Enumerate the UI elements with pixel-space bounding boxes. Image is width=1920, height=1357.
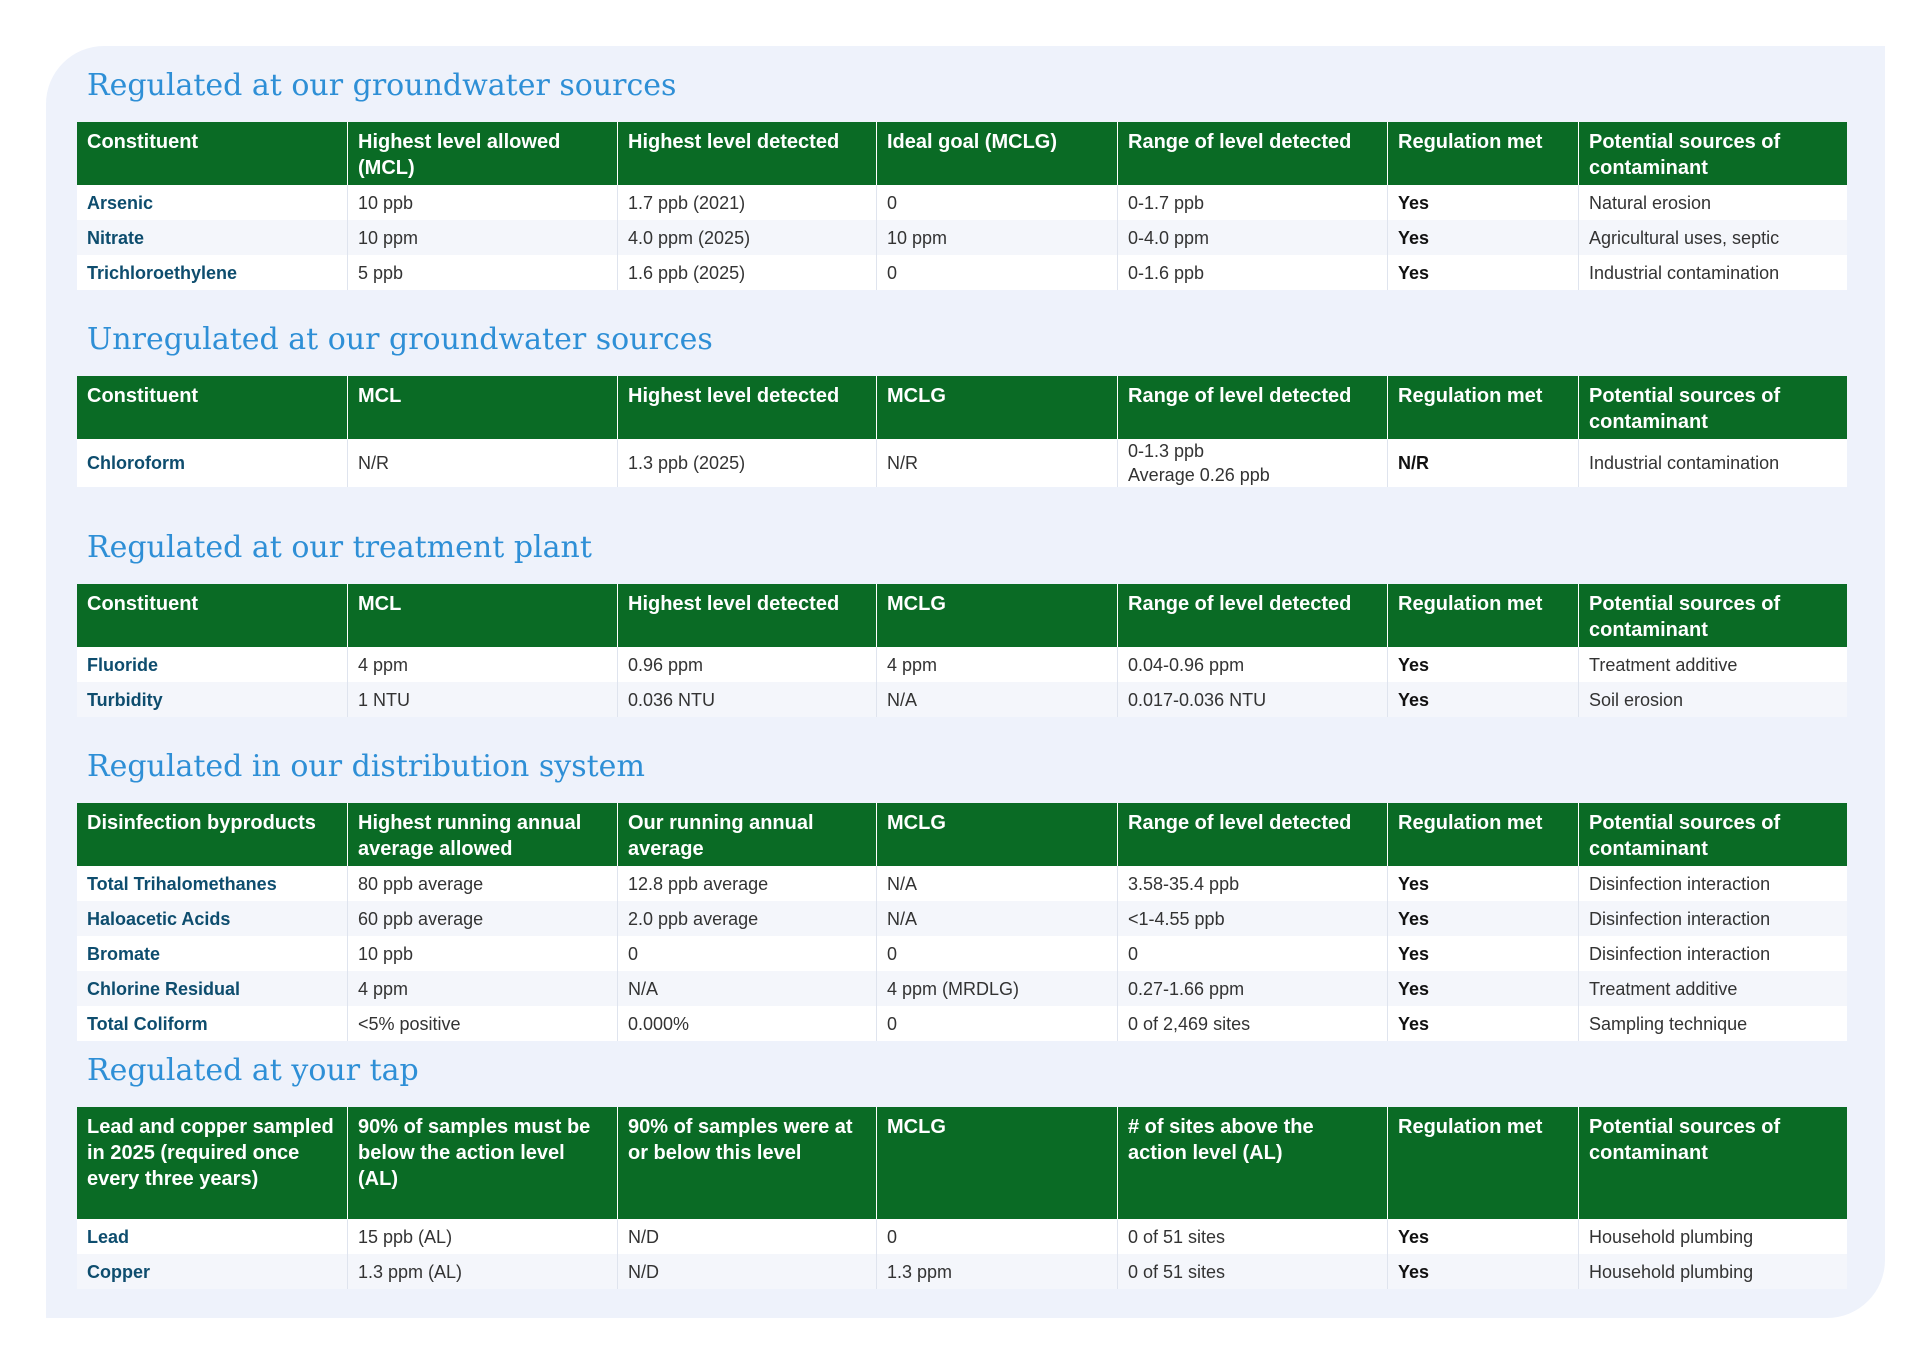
constituent-cell: Copper: [77, 1254, 347, 1289]
table-cell: 0: [876, 255, 1117, 290]
table-cell: 0: [876, 936, 1117, 971]
regulation-met-cell: Yes: [1387, 1219, 1578, 1254]
table-cell: 12.8 ppb average: [617, 866, 876, 901]
table-cell: Treatment additive: [1578, 647, 1847, 682]
regulation-met-cell: Yes: [1387, 866, 1578, 901]
table-cell: 1.7 ppb (2021): [617, 185, 876, 220]
column-header: Range of level detected: [1117, 584, 1387, 647]
table-cell: 0.036 NTU: [617, 682, 876, 717]
table-header-row: [77, 122, 1847, 185]
column-header: Highest level detected: [617, 584, 876, 647]
column-header: 90% of samples were at or below this level: [617, 1107, 876, 1219]
table-cell: 0.04-0.96 ppm: [1117, 647, 1387, 682]
column-header: 90% of samples must be below the action level (AL): [347, 1107, 617, 1219]
table-cell: 10 ppb: [347, 185, 617, 220]
regulation-met-cell: Yes: [1387, 220, 1578, 255]
table-cell: 80 ppb average: [347, 866, 617, 901]
table-cell: 0 of 2,469 sites: [1117, 1006, 1387, 1041]
regulation-met-cell: Yes: [1387, 971, 1578, 1006]
constituent-cell: Total Trihalomethanes: [77, 866, 347, 901]
column-header: Constituent: [77, 122, 347, 185]
table-cell: Sampling technique: [1578, 1006, 1847, 1041]
regulation-met-cell: Yes: [1387, 1254, 1578, 1289]
table-cell: 10 ppm: [876, 220, 1117, 255]
column-header: Potential sources of contaminant: [1578, 803, 1847, 866]
table-cell: 0.000%: [617, 1006, 876, 1041]
table-cell: 4 ppm: [876, 647, 1117, 682]
distribution-system-table: [77, 803, 1847, 1041]
table-cell: N/D: [617, 1254, 876, 1289]
section-title-regulated-groundwater: Regulated at our groundwater sources: [87, 68, 677, 103]
table-cell: Industrial contamination: [1578, 255, 1847, 290]
column-header: Our running annual average: [617, 803, 876, 866]
table-cell: Disinfection interaction: [1578, 936, 1847, 971]
constituent-cell: Nitrate: [77, 220, 347, 255]
table-cell: 10 ppb: [347, 936, 617, 971]
section-title-distribution-system: Regulated in our distribution system: [87, 749, 645, 784]
table-cell: 4 ppm: [347, 971, 617, 1006]
column-header: Constituent: [77, 376, 347, 439]
table-cell: 1 NTU: [347, 682, 617, 717]
column-header: Highest running annual average allowed: [347, 803, 617, 866]
table-cell: 1.3 ppb (2025): [617, 439, 876, 487]
table-cell: 0-1.3 ppb Average 0.26 ppb: [1117, 439, 1387, 487]
table-row: [77, 936, 1847, 971]
table-cell: <1-4.55 ppb: [1117, 901, 1387, 936]
table-cell: 0.27-1.66 ppm: [1117, 971, 1387, 1006]
constituent-cell: Lead: [77, 1219, 347, 1254]
treatment-plant-table: [77, 584, 1847, 717]
table-cell: Household plumbing: [1578, 1254, 1847, 1289]
table-cell: 1.6 ppb (2025): [617, 255, 876, 290]
table-cell: 5 ppb: [347, 255, 617, 290]
constituent-cell: Chloroform: [77, 439, 347, 487]
table-row: [77, 971, 1847, 1006]
column-header: Potential sources of contaminant: [1578, 1107, 1847, 1219]
column-header: MCLG: [876, 376, 1117, 439]
table-cell: 0: [876, 1219, 1117, 1254]
table-row: [77, 901, 1847, 936]
regulation-met-cell: Yes: [1387, 936, 1578, 971]
column-header: Regulation met: [1387, 1107, 1578, 1219]
table-cell: 0-1.6 ppb: [1117, 255, 1387, 290]
table-cell: Soil erosion: [1578, 682, 1847, 717]
table-cell: 1.3 ppm: [876, 1254, 1117, 1289]
table-cell: 0: [876, 185, 1117, 220]
regulation-met-cell: Yes: [1387, 255, 1578, 290]
regulation-met-cell: Yes: [1387, 647, 1578, 682]
column-header: MCL: [347, 584, 617, 647]
constituent-cell: Turbidity: [77, 682, 347, 717]
column-header: Highest level detected: [617, 122, 876, 185]
column-header: MCL: [347, 376, 617, 439]
table-cell: 1.3 ppm (AL): [347, 1254, 617, 1289]
table-header-row: [77, 1107, 1847, 1219]
table-header-row: [77, 584, 1847, 647]
column-header: Regulation met: [1387, 376, 1578, 439]
column-header: Potential sources of contaminant: [1578, 122, 1847, 185]
table-cell: 0.96 ppm: [617, 647, 876, 682]
table-cell: 15 ppb (AL): [347, 1219, 617, 1254]
table-cell: 10 ppm: [347, 220, 617, 255]
column-header: Lead and copper sampled in 2025 (required once every three years): [77, 1107, 347, 1219]
constituent-cell: Total Coliform: [77, 1006, 347, 1041]
table-header-row: [77, 803, 1847, 866]
regulation-met-cell: Yes: [1387, 901, 1578, 936]
table-cell: 0 of 51 sites: [1117, 1254, 1387, 1289]
table-cell: 4 ppm (MRDLG): [876, 971, 1117, 1006]
table-cell: Agricultural uses, septic: [1578, 220, 1847, 255]
table-cell: 3.58-35.4 ppb: [1117, 866, 1387, 901]
column-header: Constituent: [77, 584, 347, 647]
constituent-cell: Chlorine Residual: [77, 971, 347, 1006]
constituent-cell: Bromate: [77, 936, 347, 971]
table-cell: N/A: [876, 866, 1117, 901]
column-header: Range of level detected: [1117, 122, 1387, 185]
column-header: Potential sources of contaminant: [1578, 376, 1847, 439]
column-header: Highest level detected: [617, 376, 876, 439]
table-cell: Disinfection interaction: [1578, 866, 1847, 901]
column-header: MCLG: [876, 584, 1117, 647]
regulation-met-cell: Yes: [1387, 682, 1578, 717]
table-cell: Industrial contamination: [1578, 439, 1847, 487]
table-cell: N/R: [347, 439, 617, 487]
column-header: MCLG: [876, 803, 1117, 866]
constituent-cell: Fluoride: [77, 647, 347, 682]
table-cell: 0-4.0 ppm: [1117, 220, 1387, 255]
column-header: Highest level allowed (MCL): [347, 122, 617, 185]
table-cell: <5% positive: [347, 1006, 617, 1041]
table-cell: N/A: [617, 971, 876, 1006]
regulation-met-cell: N/R: [1387, 439, 1578, 487]
table-cell: N/R: [876, 439, 1117, 487]
table-cell: Natural erosion: [1578, 185, 1847, 220]
table-cell: 0: [1117, 936, 1387, 971]
column-header: Regulation met: [1387, 122, 1578, 185]
table-cell: 60 ppb average: [347, 901, 617, 936]
table-row: [77, 682, 1847, 717]
section-title-unregulated-groundwater: Unregulated at our groundwater sources: [87, 322, 713, 357]
table-row: [77, 1219, 1847, 1254]
table-cell: N/D: [617, 1219, 876, 1254]
column-header: Potential sources of contaminant: [1578, 584, 1847, 647]
table-row: [77, 1254, 1847, 1289]
your-tap-table: [77, 1107, 1847, 1289]
table-row: [77, 647, 1847, 682]
regulated-groundwater-table: [77, 122, 1847, 290]
table-cell: 2.0 ppb average: [617, 901, 876, 936]
column-header: Range of level detected: [1117, 803, 1387, 866]
table-cell: 0 of 51 sites: [1117, 1219, 1387, 1254]
table-row: [77, 185, 1847, 220]
column-header: Ideal goal (MCLG): [876, 122, 1117, 185]
column-header: Disinfection byproducts: [77, 803, 347, 866]
regulation-met-cell: Yes: [1387, 1006, 1578, 1041]
section-title-treatment-plant: Regulated at our treatment plant: [87, 530, 592, 565]
constituent-cell: Trichloroethylene: [77, 255, 347, 290]
constituent-cell: Arsenic: [77, 185, 347, 220]
table-row: [77, 866, 1847, 901]
table-row: [77, 1006, 1847, 1041]
table-cell: 4 ppm: [347, 647, 617, 682]
section-title-your-tap: Regulated at your tap: [87, 1053, 419, 1088]
table-cell: Disinfection interaction: [1578, 901, 1847, 936]
constituent-cell: Haloacetic Acids: [77, 901, 347, 936]
table-cell: 0.017-0.036 NTU: [1117, 682, 1387, 717]
regulation-met-cell: Yes: [1387, 185, 1578, 220]
column-header: Regulation met: [1387, 584, 1578, 647]
table-row: [77, 439, 1847, 487]
table-row: [77, 255, 1847, 290]
column-header: Range of level detected: [1117, 376, 1387, 439]
column-header: # of sites above the action level (AL): [1117, 1107, 1387, 1219]
table-cell: N/A: [876, 901, 1117, 936]
table-cell: 0: [876, 1006, 1117, 1041]
table-cell: 0-1.7 ppb: [1117, 185, 1387, 220]
column-header: Regulation met: [1387, 803, 1578, 866]
table-cell: N/A: [876, 682, 1117, 717]
column-header: MCLG: [876, 1107, 1117, 1219]
table-row: [77, 220, 1847, 255]
table-cell: Household plumbing: [1578, 1219, 1847, 1254]
table-header-row: [77, 376, 1847, 439]
unregulated-groundwater-table: [77, 376, 1847, 487]
table-cell: 4.0 ppm (2025): [617, 220, 876, 255]
table-cell: 0: [617, 936, 876, 971]
table-cell: Treatment additive: [1578, 971, 1847, 1006]
